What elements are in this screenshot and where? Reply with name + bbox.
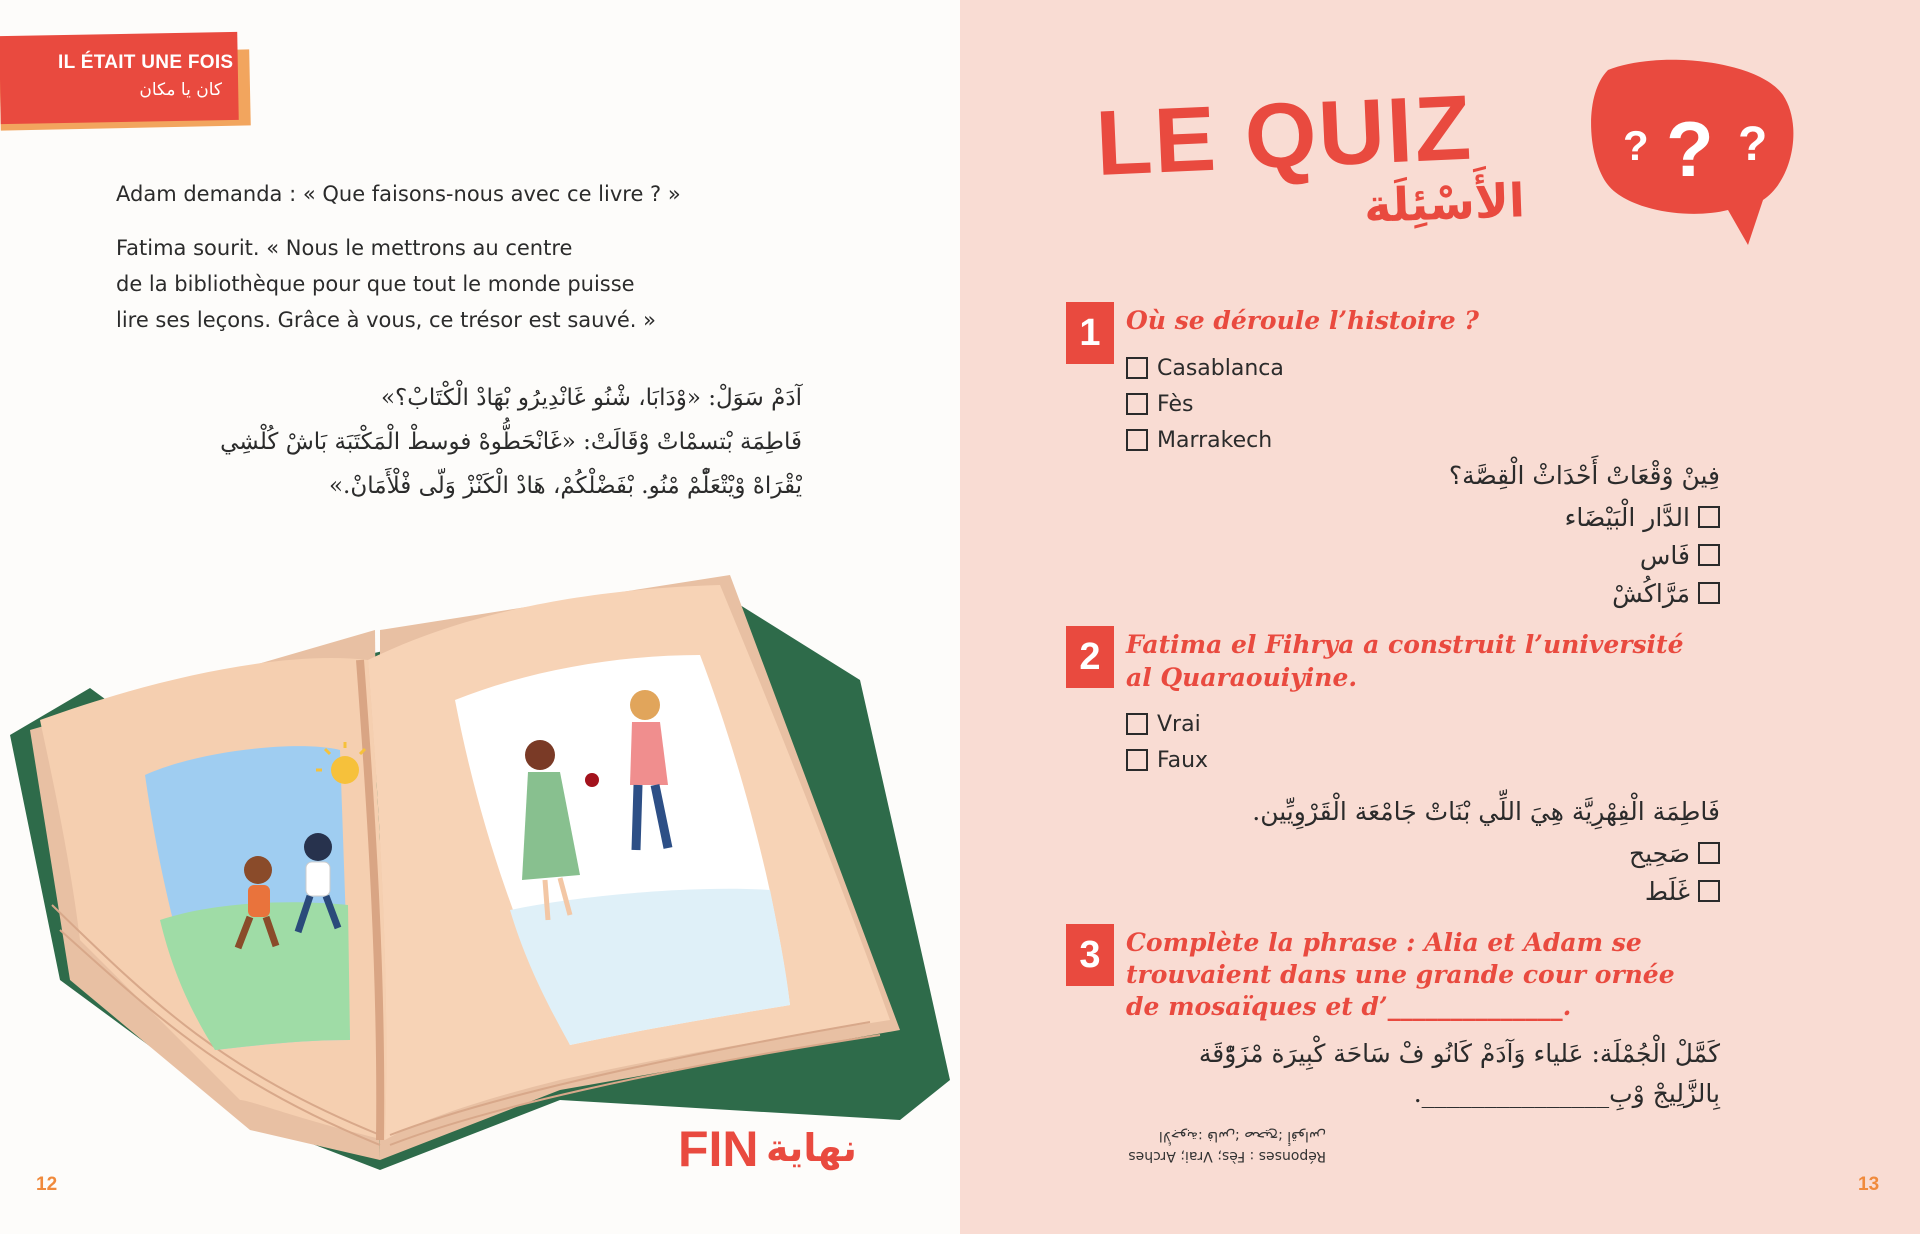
q1-option-fes[interactable]: Fès (1126, 390, 1193, 418)
q1-option-marrakech[interactable]: Marrakech (1126, 426, 1272, 454)
q2-option-vrai[interactable]: Vrai (1126, 710, 1201, 738)
upside-down-answers (1126, 1126, 1326, 1166)
question-3-text-fr-1: Complète la phrase : Alia et Adam se (1126, 928, 1642, 957)
question-2-badge: 2 (1066, 626, 1114, 688)
question-3-text-fr-2: trouvaient dans une grande cour ornée (1126, 960, 1675, 989)
checkbox[interactable] (1126, 393, 1148, 415)
checkbox[interactable] (1698, 842, 1720, 864)
question-3-text-ar-1: كَمَّلْ الْجُمْلَة: عَلياء وَآدَمْ كَانُو فْ سَاحَة كْبِيرَة مْزَوّْقَة (1198, 1039, 1720, 1068)
q2-option-faux[interactable]: Faux (1126, 746, 1208, 774)
bubble-mark-1: ? (1623, 122, 1649, 169)
story-line-1: Adam demanda : « Que faisons-nous avec ce livre ? » (116, 182, 681, 206)
arabic-line-1: آدَمْ سَوَلْ: «وْدَابَا، شْنُو غَانْدِيرُو بْهَادْ الْكْتَابْ؟» (380, 385, 802, 411)
q2-option-ar-2[interactable]: غَلَط (1645, 874, 1720, 908)
answers-ar: الأجوبة: فاس؛ صحيح؛ أقواس (1158, 1128, 1326, 1144)
right-page (960, 0, 1920, 1234)
sun (331, 756, 359, 784)
arabic-line-2: فَاطِمَة بْتسمْاتْ وْقَالَتْ: «غَانْحَطُّوهْ فوسطْ الْمَكْتَبَة بَاشْ كُلْشِي (220, 429, 802, 455)
story-line-2: Fatima sourit. « Nous le mettrons au centre (116, 236, 573, 260)
header-title-ar: كان يا مكان (139, 80, 222, 100)
checkbox[interactable] (1126, 429, 1148, 451)
q1-option-ar-1[interactable]: الدَّار الْبَيْضَاء (1565, 500, 1720, 534)
story-line-3: de la bibliothèque pour que tout le monde puisse (116, 272, 635, 296)
checkbox[interactable] (1126, 357, 1148, 379)
header-tag (0, 32, 239, 124)
checkbox[interactable] (1698, 880, 1720, 902)
question-3-badge: 3 (1066, 924, 1114, 986)
question-bubble-icon (1578, 50, 1818, 250)
header-title-fr: IL ÉTAIT UNE FOIS (58, 52, 234, 73)
quiz-title-ar: الأَسْئِلَة (1363, 173, 1526, 233)
checkbox[interactable] (1698, 544, 1720, 566)
answers-fr: Réponses : Fès; Vrai; Arches (1128, 1148, 1326, 1164)
q2-option-ar-1[interactable]: صَحِيح (1629, 836, 1720, 870)
fin-label: FIN (678, 1121, 759, 1177)
quiz-title: LE QUIZ (1093, 76, 1475, 195)
question-2-text-fr-1: Fatima el Fihrya a construit l’université (1126, 630, 1684, 659)
bubble-mark-3: ? (1738, 118, 1768, 171)
page-number-left: 12 (36, 1174, 58, 1195)
q1-option-ar-2[interactable]: فَاس (1640, 538, 1720, 572)
question-2-text-fr-2: al Quaraouiyine. (1126, 663, 1358, 692)
open-book-illustration (0, 560, 960, 1200)
fin-label-ar: نهاية (766, 1126, 857, 1170)
question-1-badge: 1 (1066, 302, 1114, 364)
question-1-text-ar: فِينْ وْقْعَاتْ أَحْدَاثْ الْقِصَّة؟ (1448, 461, 1720, 490)
checkbox[interactable] (1126, 713, 1148, 735)
arabic-line-3: يْقْرَاهْ وْيْتْعَلّْمْ مْنُو. بْفَضْلْكُمْ، هَادْ الْكَنْزْ وَلّى فْلْأَمَانْ.» (328, 473, 802, 499)
story-line-4: lire ses leçons. Grâce à vous, ce trésor est sauvé. » (116, 308, 657, 332)
question-2-text-ar: فَاطِمَة الْفِهْرِيَّة هِيَ اللِّي بْنَاتْ جَامْعَة الْقَرْوِيِّين. (1252, 797, 1720, 826)
checkbox[interactable] (1126, 749, 1148, 771)
question-1-text-fr: Où se déroule l’histoire ? (1126, 306, 1479, 335)
bubble-mark-2: ? (1666, 105, 1714, 193)
checkbox[interactable] (1698, 582, 1720, 604)
question-3-text-fr-3: de mosaïques et d’______________. (1126, 992, 1572, 1021)
page-number-right: 13 (1858, 1174, 1880, 1195)
q1-option-casablanca[interactable]: Casablanca (1126, 354, 1284, 382)
checkbox[interactable] (1698, 506, 1720, 528)
q1-option-ar-3[interactable]: مَرَّاكُشْ (1612, 576, 1720, 610)
question-3-text-ar-2: بِالزَّلِيجْ وْبِ_______________. (1413, 1079, 1720, 1108)
